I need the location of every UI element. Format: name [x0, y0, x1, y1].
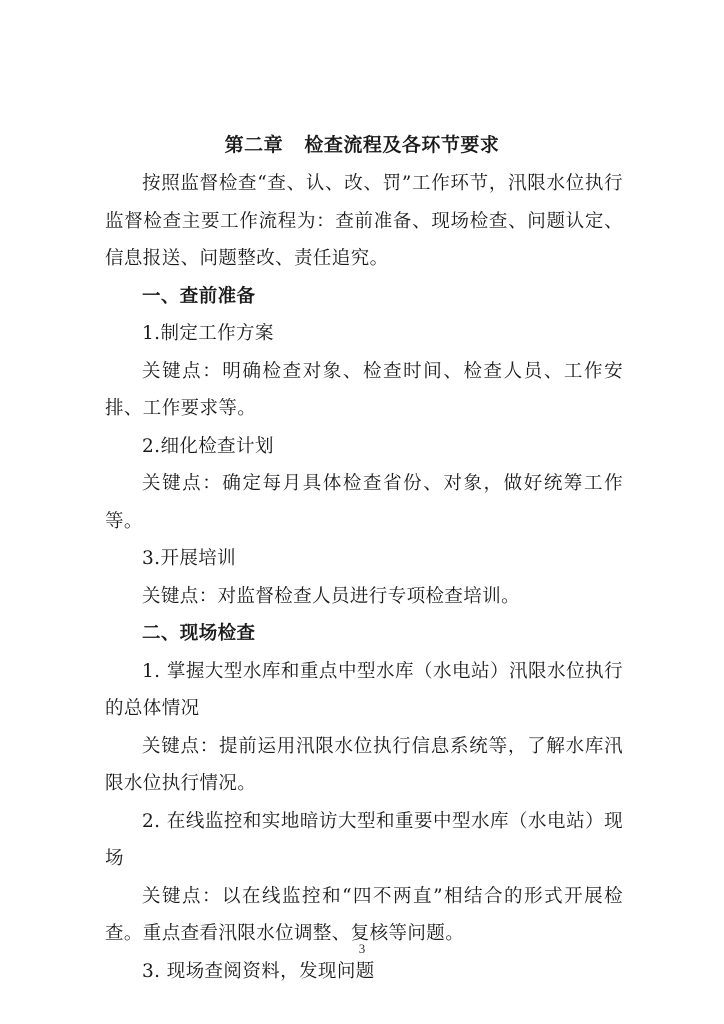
key-point-paragraph: 关键点：确定每月具体检查省份、对象，做好统筹工作等。 — [105, 473, 623, 532]
list-item: 2. 在线监控和实地暗访大型和重要中型水库（水电站）现场 — [105, 810, 623, 869]
key-point-paragraph: 关键点：提前运用汛限水位执行信息系统等，了解水库汛限水位执行情况。 — [105, 735, 623, 794]
intro-paragraph: 按照监督检查“查、认、改、罚”工作环节，汛限水位执行监督检查主要工作流程为：查前准备、现场检查、问题认定、信息报送、问题整改、责任追究。 — [105, 173, 623, 269]
list-item: 1. 掌握大型水库和重点中型水库（水电站）汛限水位执行的总体情况 — [105, 660, 623, 719]
section-heading-preparation: 一、查前准备 — [142, 285, 256, 307]
page-number: 3 — [358, 941, 366, 956]
key-point-paragraph: 关键点：以在线监控和“四不两直”相结合的形式开展检查。重点查看汛限水位调整、复核等问题。 — [105, 885, 623, 944]
key-point-paragraph: 关键点：明确检查对象、检查时间、检查人员、工作安排、工作要求等。 — [105, 360, 623, 419]
key-point-paragraph: 关键点：对监督检查人员进行专项检查培训。 — [142, 585, 521, 607]
section-heading-onsite-inspection: 二、现场检查 — [142, 623, 256, 644]
document-body — [105, 165, 623, 990]
list-item: 3.开展培训 — [142, 548, 237, 569]
chapter-title: 第二章 检查流程及各环节要求 — [224, 134, 500, 156]
list-item: 1.制定工作方案 — [142, 323, 274, 344]
list-item: 3. 现场查阅资料，发现问题 — [142, 960, 375, 982]
list-item: 2.细化检查计划 — [142, 435, 274, 457]
